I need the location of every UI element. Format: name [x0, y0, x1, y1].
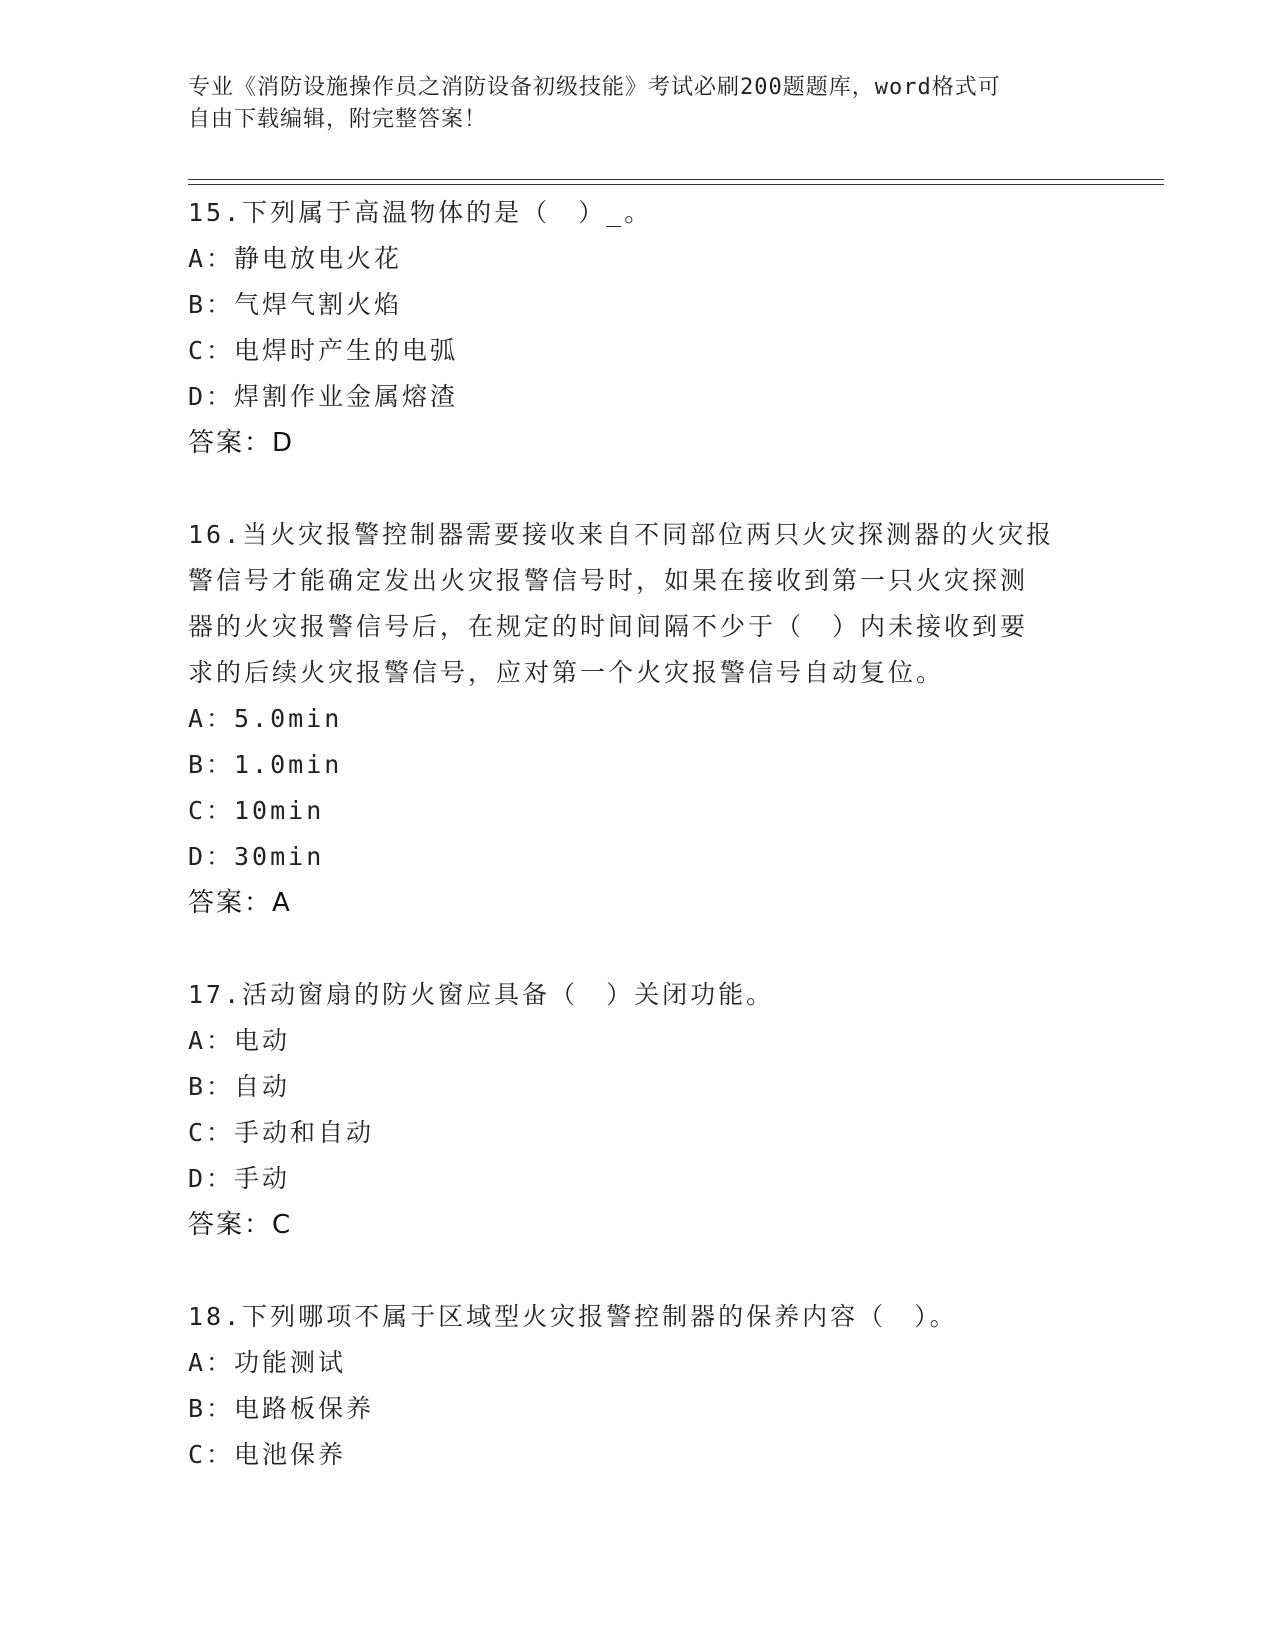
option-row: [188, 788, 1088, 834]
option-row: [188, 1386, 1088, 1432]
question-block: [188, 190, 1088, 512]
option-text: 10min: [234, 796, 325, 825]
option-row: [188, 1110, 1088, 1156]
option-text: 1.0min: [234, 750, 343, 779]
option-row: [188, 328, 1088, 374]
question-block: [188, 972, 1088, 1294]
question-stem-line: 16.当火灾报警控制器需要接收来自不同部位两只火灾探测器的火灾报: [188, 520, 1055, 549]
answer-line: 答案：C: [188, 1210, 293, 1240]
document-header: [188, 72, 1088, 136]
question-spacer: [188, 926, 1088, 972]
question-block: [188, 512, 1088, 972]
option-letter: A：: [188, 1026, 235, 1055]
option-letter: B：: [188, 290, 235, 319]
option-row: [188, 374, 1088, 420]
question-spacer: [188, 466, 1088, 512]
question-block: [188, 1294, 1088, 1478]
option-letter: B：: [188, 1394, 235, 1423]
option-row: [188, 282, 1088, 328]
question-spacer: [188, 1248, 1088, 1294]
header-rule-bottom: [188, 184, 1164, 185]
header-line-1: 专业《消防设施操作员之消防设备初级技能》考试必刷200题题库，word格式可: [188, 75, 1001, 100]
option-letter: D：: [188, 1164, 235, 1193]
option-text: 手动和自动: [234, 1118, 375, 1147]
option-text: 气焊气割火焰: [234, 290, 403, 319]
option-row: [188, 834, 1088, 880]
question-stem-line: 器的火灾报警信号后，在规定的时间间隔不少于（ ）内未接收到要: [188, 612, 1029, 641]
option-row: [188, 1064, 1088, 1110]
header-line-2: 自由下载编辑，附完整答案！: [188, 107, 488, 132]
header-rule-top: [188, 179, 1164, 180]
option-row: [188, 1018, 1088, 1064]
option-text: 静电放电火花: [234, 244, 403, 273]
option-text: 手动: [234, 1164, 291, 1193]
option-text: 30min: [234, 842, 325, 871]
option-row: [188, 1340, 1088, 1386]
answer-line: 答案：A: [188, 888, 292, 918]
option-letter: B：: [188, 1072, 235, 1101]
option-row: [188, 742, 1088, 788]
option-text: 功能测试: [234, 1348, 347, 1377]
answer-line: 答案：D: [188, 428, 295, 458]
question-stem-line: 18.下列哪项不属于区域型火灾报警控制器的保养内容（ ）。: [188, 1302, 958, 1331]
option-row: [188, 236, 1088, 282]
option-text: 5.0min: [234, 704, 343, 733]
option-row: [188, 1156, 1088, 1202]
option-letter: D：: [188, 382, 235, 411]
option-letter: A：: [188, 244, 235, 273]
option-text: 自动: [234, 1072, 291, 1101]
option-text: 电路板保养: [234, 1394, 375, 1423]
option-letter: D：: [188, 842, 235, 871]
option-text: 焊割作业金属熔渣: [234, 382, 459, 411]
option-letter: B：: [188, 750, 235, 779]
option-letter: A：: [188, 704, 235, 733]
option-letter: C：: [188, 1118, 235, 1147]
option-text: 电焊时产生的电弧: [234, 336, 459, 365]
option-text: 电池保养: [234, 1440, 347, 1469]
question-list: [188, 190, 1088, 1478]
option-letter: C：: [188, 336, 235, 365]
question-stem-line: 17.活动窗扇的防火窗应具备（ ）关闭功能。: [188, 980, 775, 1009]
option-row: [188, 1432, 1088, 1478]
option-letter: A：: [188, 1348, 235, 1377]
option-letter: C：: [188, 796, 235, 825]
question-stem-line: 15.下列属于高温物体的是（ ）_。: [188, 198, 653, 227]
question-stem-line: 警信号才能确定发出火灾报警信号时，如果在接收到第一只火灾探测: [188, 566, 1029, 595]
option-row: [188, 696, 1088, 742]
option-letter: C：: [188, 1440, 235, 1469]
question-stem-line: 求的后续火灾报警信号，应对第一个火灾报警信号自动复位。: [188, 658, 945, 687]
option-text: 电动: [234, 1026, 291, 1055]
